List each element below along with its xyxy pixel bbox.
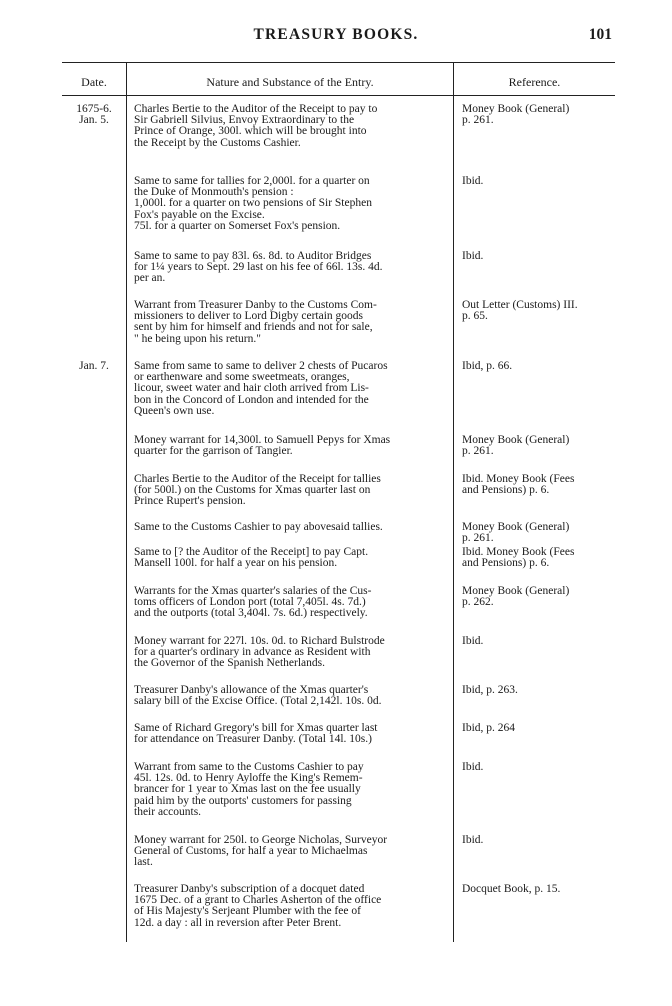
entry-text: Money warrant for 14,300l. to Samuell Pepys for Xmas quarter for the garrison of Tangier. <box>134 434 391 458</box>
entry-reference: Money Book (General) p. 262. <box>462 585 570 609</box>
running-head <box>60 26 612 48</box>
entry-reference: Ibid. <box>462 175 484 187</box>
column-divider-date <box>126 62 127 942</box>
entry-text: Charles Bertie to the Auditor of the Receipt for tallies (for 500l.) on the Customs for Xmas quarter last on Prince Rupert's pension. <box>134 473 381 508</box>
running-title: TREASURY BOOKS. <box>253 26 419 43</box>
entry-reference: Ibid. <box>462 635 484 647</box>
entry-text: Warrant from same to the Customs Cashier to pay 45l. 12s. 0d. to Henry Ayloffe the King's Remem- brancer for 1 year to Xmas last on the fee usually paid him by the outports' customers for passing their accounts. <box>134 761 364 818</box>
entry-text: Treasurer Danby's allowance of the Xmas quarter's salary bill of the Excise Office. (Total 2,142l. 10s. 0d. <box>134 684 382 708</box>
entry-reference: Ibid, p. 263. <box>462 684 518 696</box>
entry-reference: Docquet Book, p. 15. <box>462 883 561 895</box>
entry-date: Jan. 7. <box>79 360 109 372</box>
column-header-reference: Reference. <box>508 75 561 89</box>
entry-text: Same from same to same to deliver 2 chests of Pucaros or earthenware and some sweetmeats, oranges, licour, sweet water and hair cloth arrived from Lis- bon in the Concord of London and intended for the Queen's own use. <box>134 360 388 417</box>
entry-text: Same to same to pay 83l. 6s. 8d. to Auditor Bridges for 1¼ years to Sept. 29 last on his fee of 66l. 13s. 4d. per an. <box>134 250 383 285</box>
entry-text: Same to [? the Auditor of the Receipt] to pay Capt. Mansell 100l. for half a year on his pension. <box>134 546 369 570</box>
entry-reference: Ibid. <box>462 250 484 262</box>
entry-text: Money warrant for 227l. 10s. 0d. to Richard Bulstrode for a quarter's ordinary in advance as Resident with the Governor of the Spanish Netherlands. <box>134 635 385 670</box>
column-header-date: Date. <box>81 75 107 89</box>
entry-date: 1675-6. Jan. 5. <box>76 103 112 126</box>
entry-reference: Ibid. <box>462 834 484 846</box>
entry-text: Same of Richard Gregory's bill for Xmas quarter last for attendance on Treasurer Danby. (Total 14l. 10s.) <box>134 722 378 746</box>
entry-text: Warrant from Treasurer Danby to the Customs Com- missioners to deliver to Lord Digby certain goods sent by him for himself and friends and not for sale, " he being upon his return." <box>134 299 377 345</box>
entry-text: Warrants for the Xmas quarter's salaries of the Cus- toms officers of London port (total 7,405l. 4s. 7d.) and the outports (total 3,404l. 7s. 6d.) respectively. <box>134 585 372 620</box>
entry-reference: Ibid. Money Book (Fees and Pensions) p. 6. <box>462 546 575 570</box>
table-top-rule <box>62 62 615 63</box>
entry-text: Charles Bertie to the Auditor of the Receipt to pay to Sir Gabriell Silvius, Envoy Extraordinary to the Prince of Orange, 300l. which will be brought into the Receipt by the Customs Cashier. <box>134 103 378 149</box>
entry-reference: Money Book (General) p. 261. <box>462 103 570 127</box>
entry-text: Same to same for tallies for 2,000l. for a quarter on the Duke of Monmouth's pension : 1,000l. for a quarter on two pensions of Sir Stephen Fox's payable on the Excise. 75l. for a quarter on Somerset Fox's pension. <box>134 175 372 232</box>
entry-reference: Out Letter (Customs) III. p. 65. <box>462 299 578 323</box>
column-header-nature: Nature and Substance of the Entry. <box>206 75 374 89</box>
entry-text: Treasurer Danby's subscription of a docquet dated 1675 Dec. of a grant to Charles Asherton of the office of His Majesty's Serjeant Plumber with the fee of 12d. a day : all in reversion after Peter Brent. <box>134 883 382 929</box>
entry-reference: Ibid. <box>462 761 484 773</box>
entry-reference: Ibid. Money Book (Fees and Pensions) p. 6. <box>462 473 575 497</box>
entry-reference: Money Book (General) p. 261. <box>462 434 570 458</box>
entry-text: Same to the Customs Cashier to pay abovesaid tallies. <box>134 521 383 533</box>
entry-text: Money warrant for 250l. to George Nicholas, Surveyor General of Customs, for half a year to Michaelmas last. <box>134 834 388 869</box>
entry-reference: Ibid, p. 264 <box>462 722 516 734</box>
table-header-rule <box>62 95 615 96</box>
entry-reference: Ibid, p. 66. <box>462 360 513 372</box>
page-number: 101 <box>588 26 612 43</box>
entry-reference: Money Book (General) p. 261. <box>462 521 570 545</box>
